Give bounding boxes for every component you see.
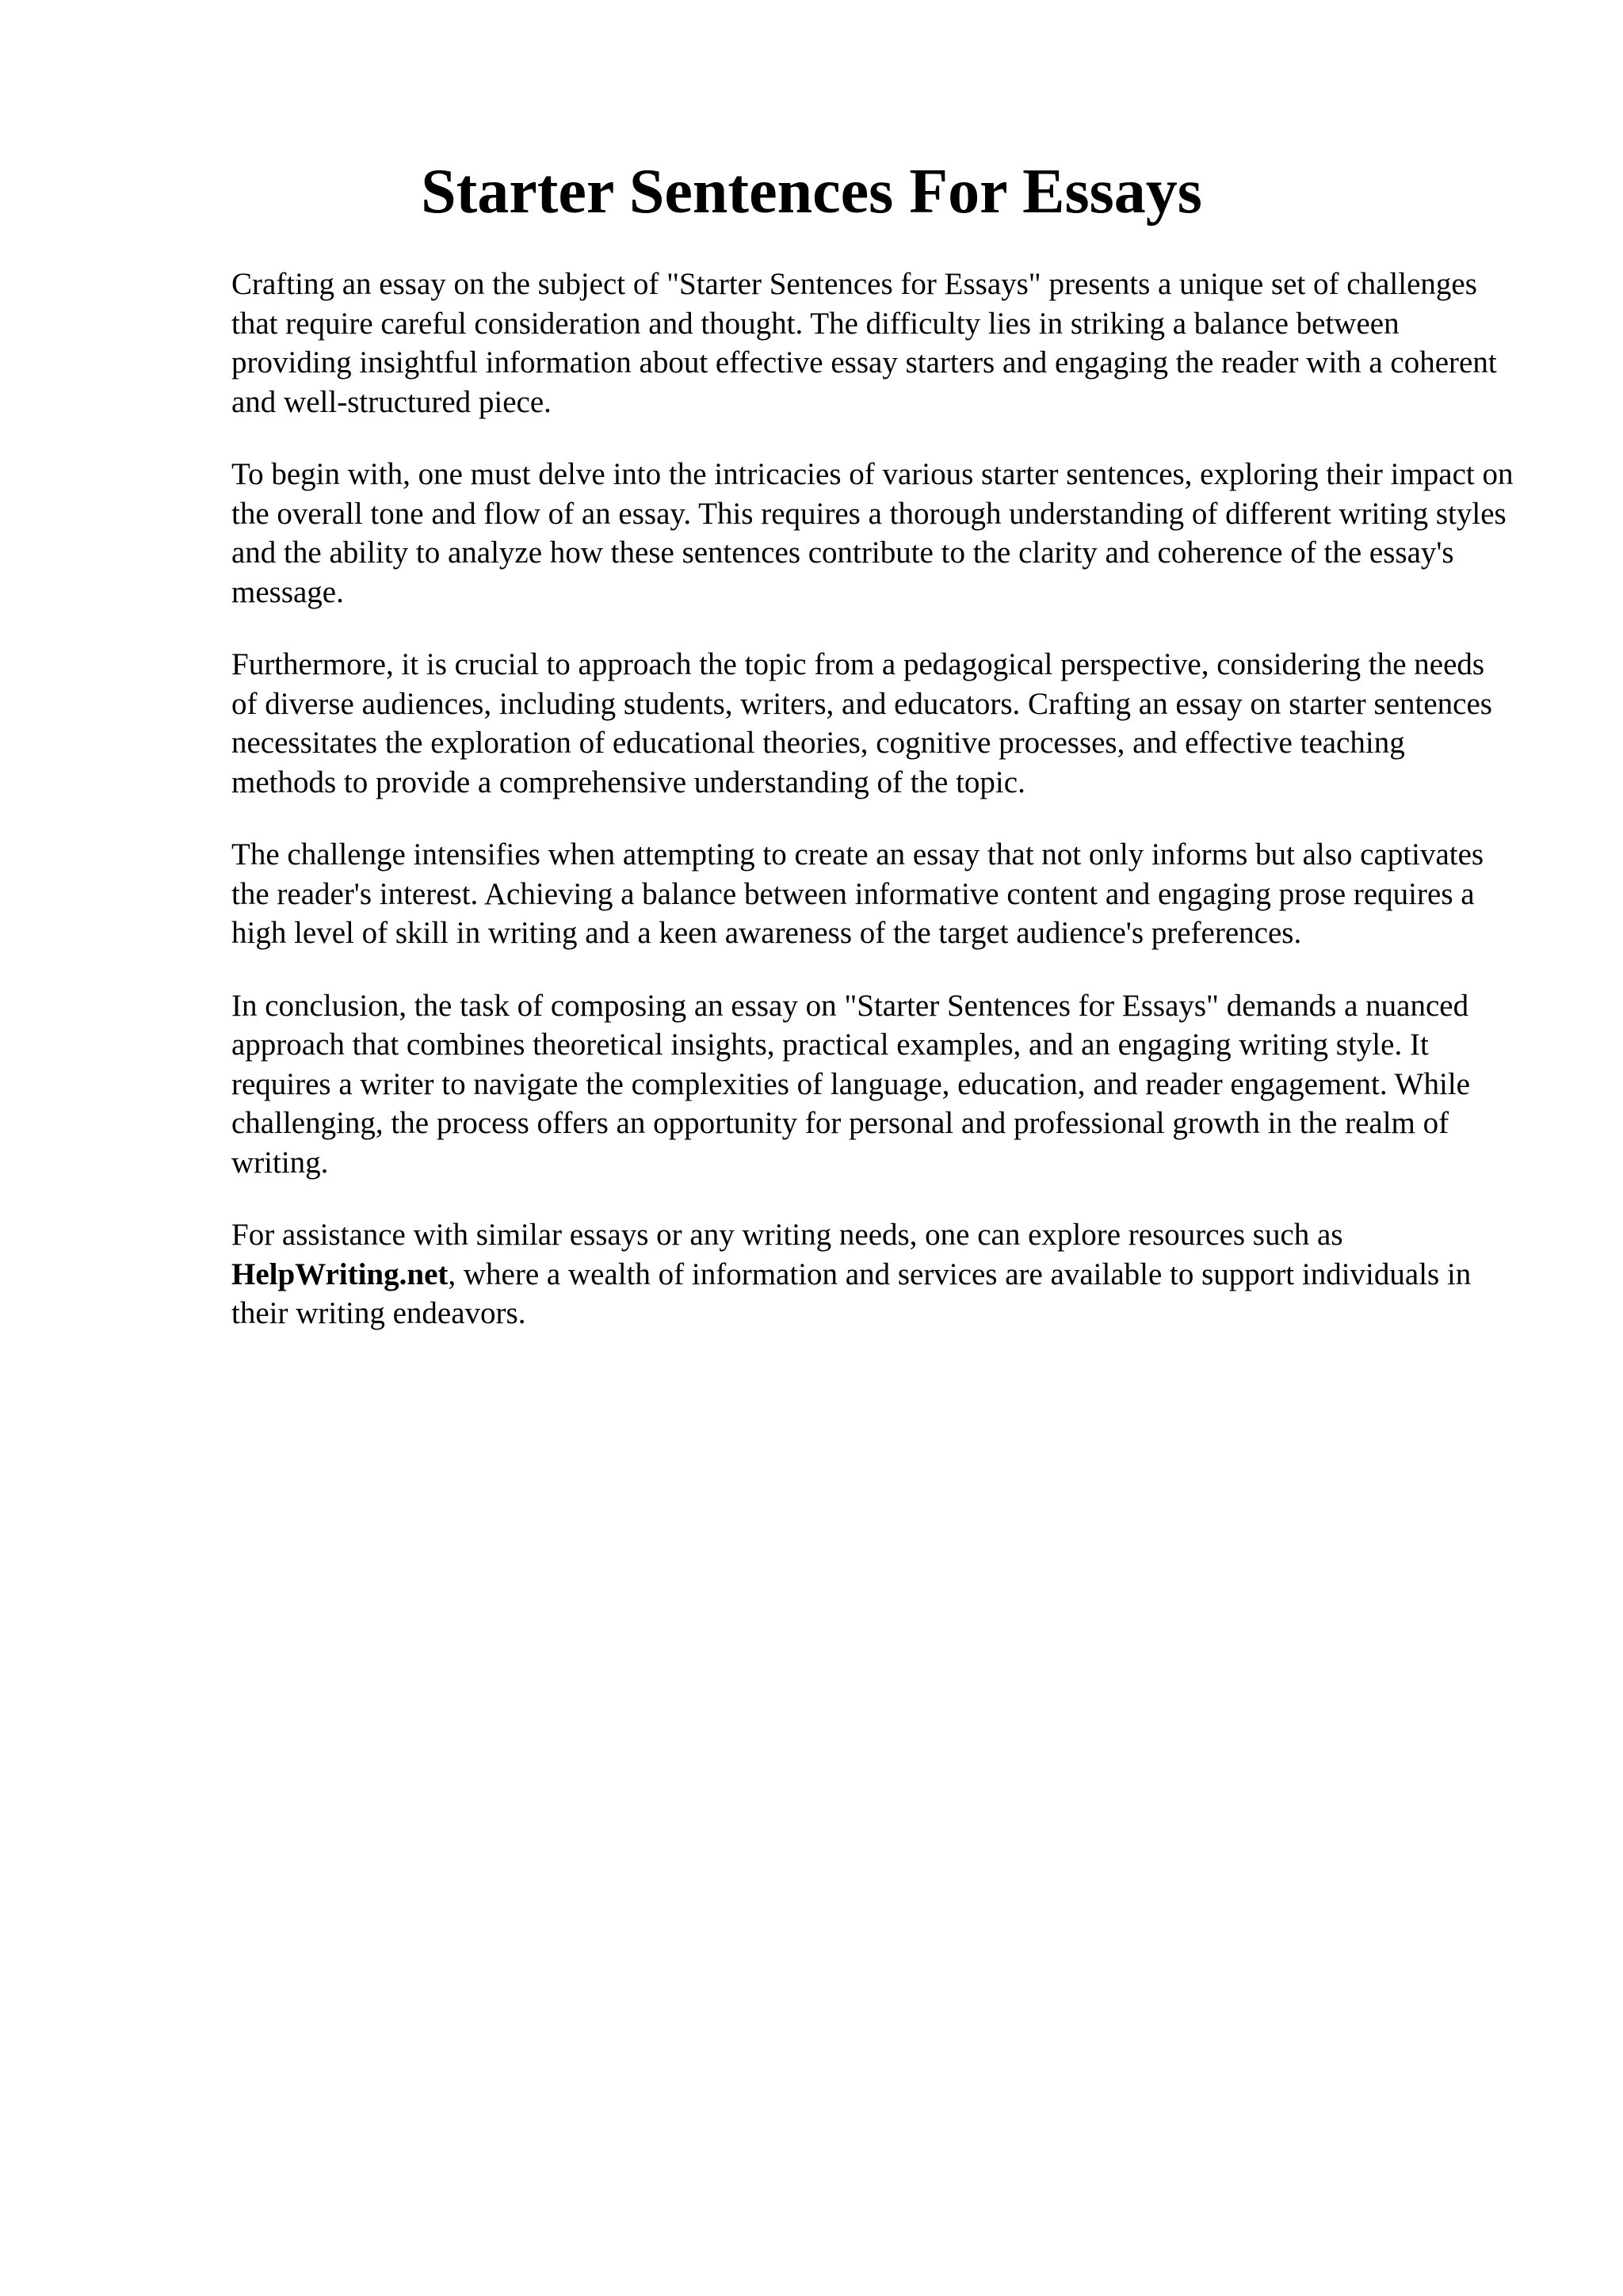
document-title: Starter Sentences For Essays <box>421 157 1202 227</box>
paragraph-2: To begin with, one must delve into the intricacies of various starter sentences, exploring their impact on the overall tone and flow of an essay. This requires a thorough understanding of different writing styles and the ability to analyze how these sentences contribute to the clarity and coherence of the essay's message. <box>231 457 1514 609</box>
paragraph-3: Furthermore, it is crucial to approach the topic from a pedagogical perspective, considering the needs of diverse audiences, including students, writers, and educators. Crafting an essay on starter sentences necessitates the exploration of educational theories, cognitive processes, and effective teaching methods to provide a comprehensive understanding of the topic. <box>231 647 1492 799</box>
document-body <box>231 265 1515 1367</box>
closing-paragraph <box>231 1215 1515 1333</box>
paragraph-5: In conclusion, the task of composing an essay on "Starter Sentences for Essays" demands a nuanced approach that combines theoretical insights, practical examples, and an engaging writing style. It requires a writer to navigate the complexities of language, education, and reader engagement. While challenging, the process offers an opportunity for personal and professional growth in the realm of writing. <box>231 988 1470 1180</box>
helpwriting-link[interactable]: HelpWriting.net <box>231 1257 449 1291</box>
closing-text-end: , where a wealth of information and services are available to support individuals in their writing endeavors. <box>231 1257 1472 1330</box>
paragraph-1: Crafting an essay on the subject of "Starter Sentences for Essays" presents a unique set of challenges that require careful consideration and thought. The difficulty lies in striking a balance between providing insightful information about effective essay starters and engaging the reader with a coherent and well-structured piece. <box>231 267 1497 419</box>
closing-text-start: For assistance with similar essays or any writing needs, one can explore resources such as <box>231 1218 1343 1252</box>
paragraph-4: The challenge intensifies when attempting to create an essay that not only informs but also captivates the reader's interest. Achieving a balance between informative content and engaging prose requires a high level of skill in writing and a keen awareness of the target audience's preferences. <box>231 837 1484 950</box>
